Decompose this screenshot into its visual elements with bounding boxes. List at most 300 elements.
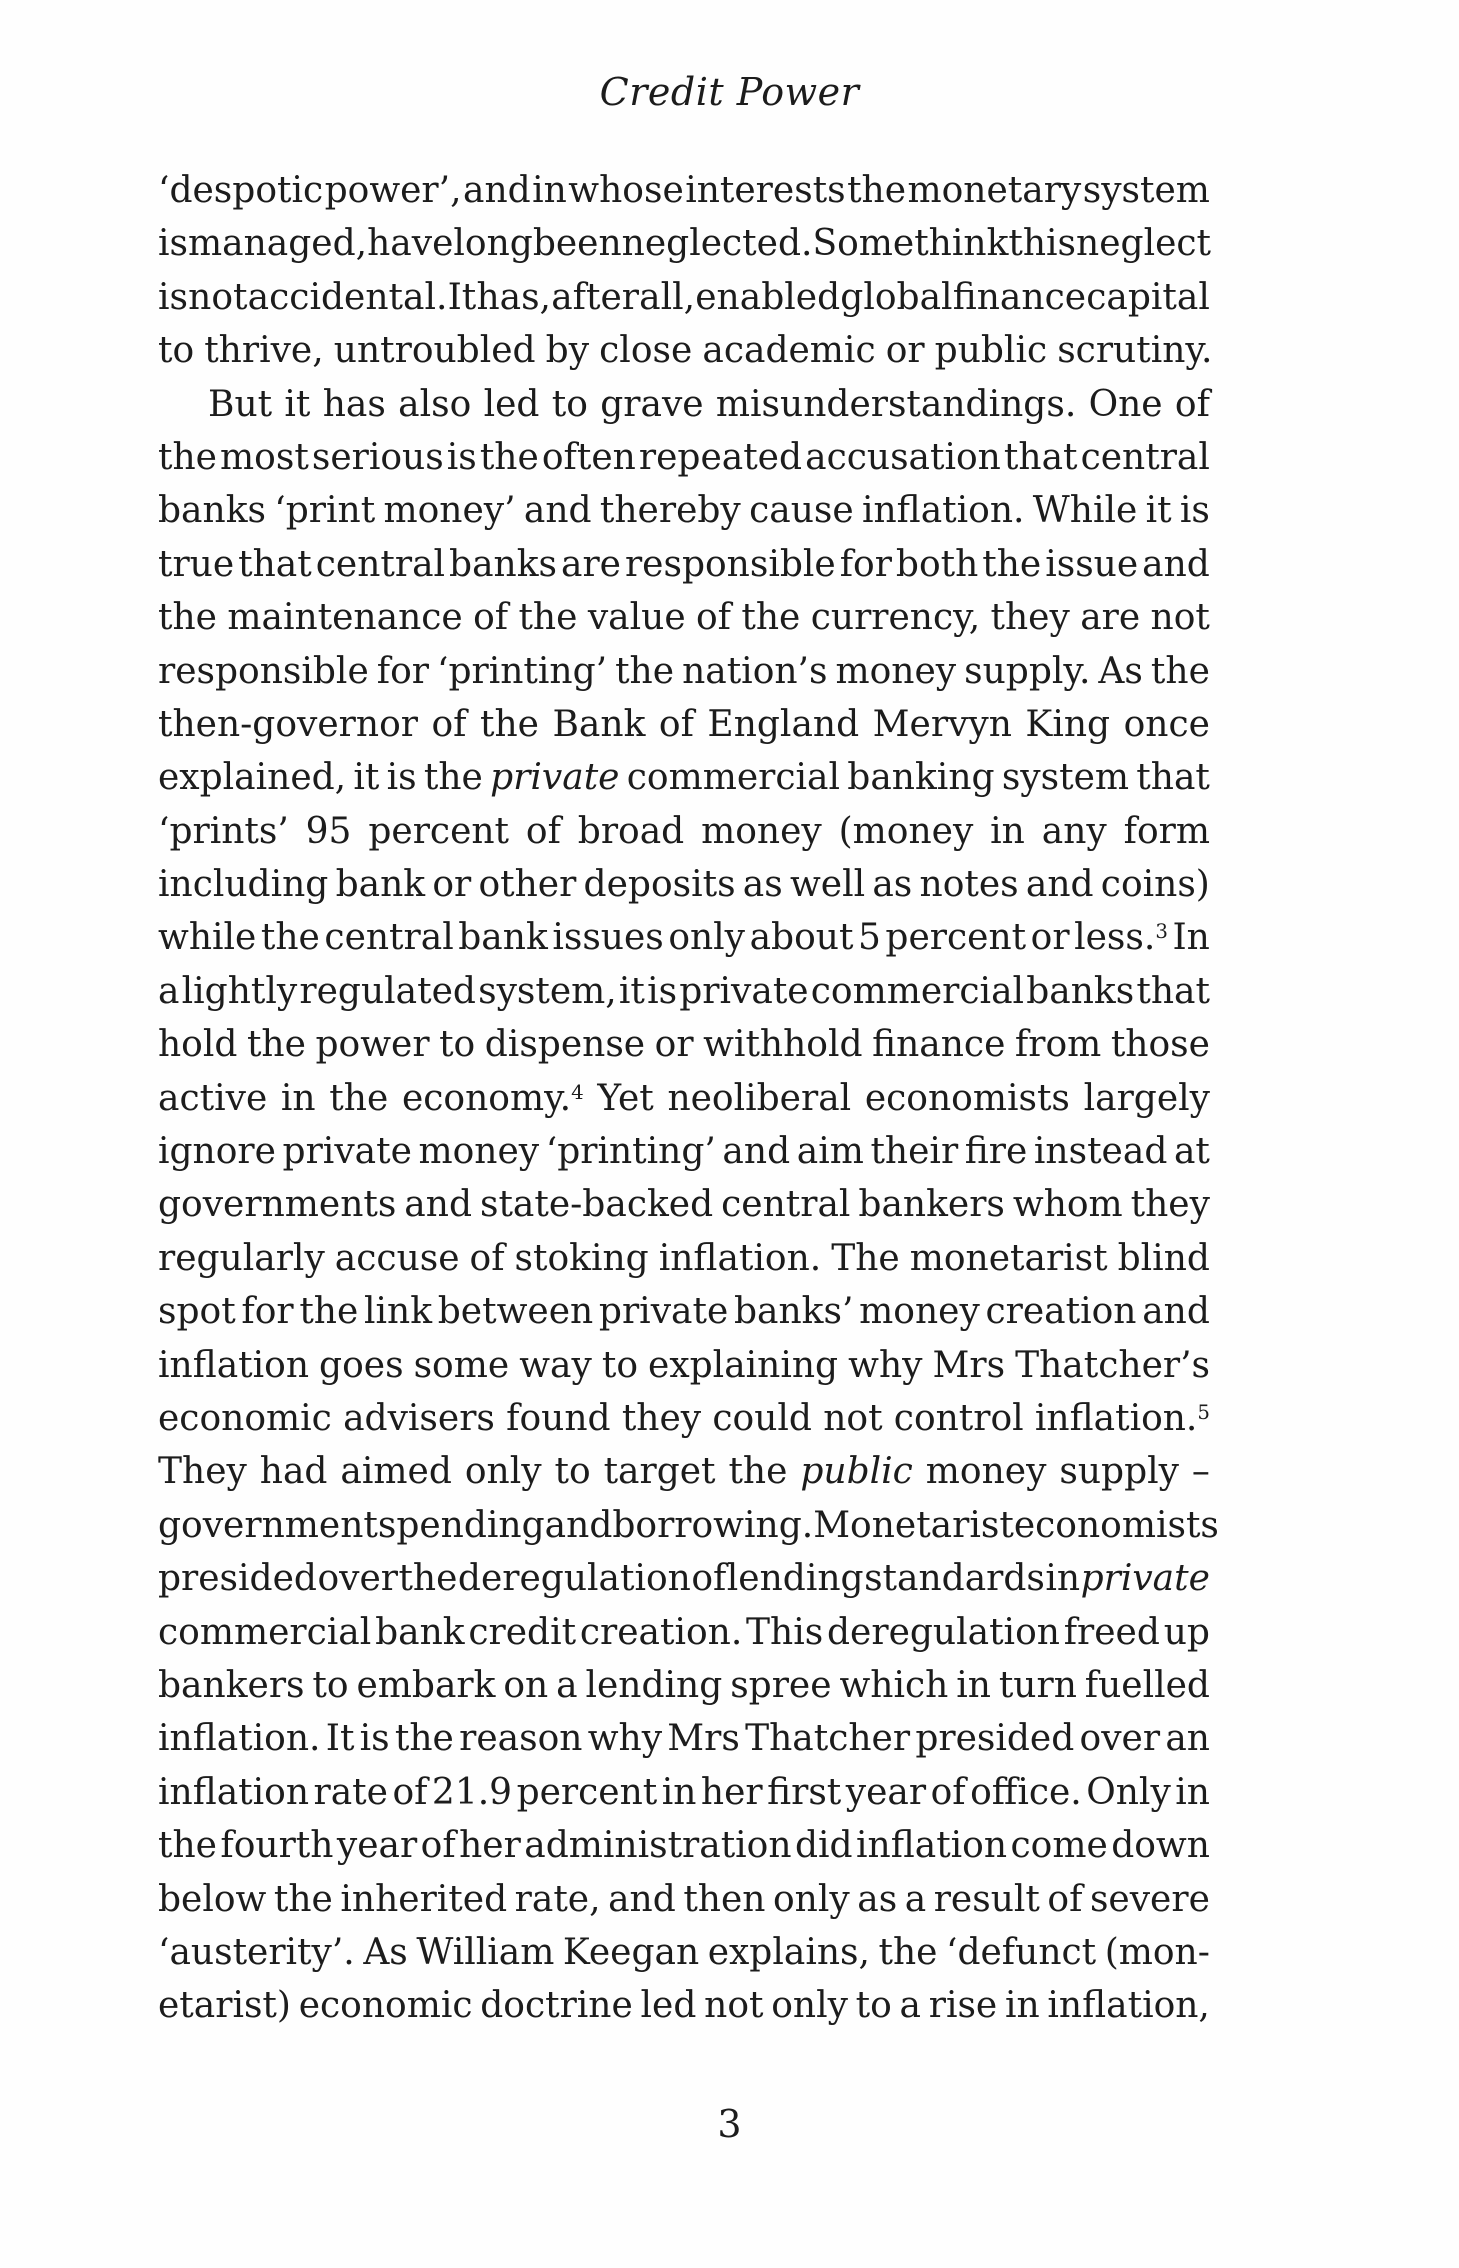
footnote-marker: 5 <box>1197 1401 1210 1425</box>
word: thrive, <box>204 330 324 372</box>
word: those <box>1110 1024 1210 1066</box>
word: issue <box>1045 543 1139 585</box>
word: As <box>363 1931 408 1973</box>
word: regulated <box>299 970 476 1012</box>
word: it <box>618 970 645 1012</box>
word: control <box>893 1397 1024 1439</box>
word: central <box>721 1184 851 1226</box>
word: economic <box>158 1397 332 1439</box>
word: fourth <box>220 1825 334 1867</box>
word: managed, <box>188 223 368 265</box>
word: ‘printing’ <box>545 1131 716 1173</box>
word: or <box>432 864 472 906</box>
text-line <box>158 858 1210 911</box>
text-line <box>158 217 1210 270</box>
word: both <box>895 543 979 585</box>
word: dispense <box>484 1024 646 1066</box>
word: not <box>823 1397 883 1439</box>
word: led <box>483 383 540 425</box>
word: serious <box>311 436 444 478</box>
word: and <box>523 490 592 532</box>
word: it <box>284 383 311 425</box>
word: they <box>1130 1184 1210 1226</box>
word: private <box>1080 1558 1210 1600</box>
word: year <box>845 1771 927 1813</box>
word: the <box>299 1291 359 1333</box>
word: for <box>839 543 892 585</box>
word: instead <box>1033 1131 1168 1173</box>
word: over <box>1079 1718 1161 1760</box>
word: monetary <box>907 170 1082 211</box>
word: economists <box>864 1077 1070 1119</box>
word: Mervyn <box>872 703 1012 745</box>
word: percent <box>368 810 510 852</box>
word: some <box>413 1344 510 1386</box>
word: embark <box>356 1664 496 1706</box>
word: inflation <box>158 1771 310 1813</box>
word: the <box>246 1024 306 1066</box>
word: in <box>661 1771 697 1813</box>
word: banks <box>1026 970 1135 1012</box>
word: – <box>1191 1451 1210 1493</box>
word: less.$^3$ <box>1074 917 1168 959</box>
word: in <box>990 810 1025 852</box>
word: then <box>683 1878 766 1920</box>
word: to <box>551 383 588 425</box>
word: that <box>1003 436 1078 478</box>
word: inflation.$^5$ <box>1034 1397 1210 1439</box>
word: Thatcher <box>745 1718 911 1760</box>
word: monetarist <box>909 1237 1108 1279</box>
word: most <box>220 436 309 478</box>
word: of <box>1047 1878 1083 1920</box>
text-line <box>158 1552 1210 1605</box>
word: Thatcher’s <box>1015 1344 1210 1386</box>
word: the <box>878 1931 938 1973</box>
word: not <box>1150 597 1210 639</box>
word: is <box>446 436 477 478</box>
word: explaining <box>648 1344 839 1386</box>
paragraph <box>158 164 1213 378</box>
word: explained, <box>158 757 347 799</box>
word: fuelled <box>1084 1664 1210 1706</box>
word: commercial <box>810 970 1025 1012</box>
word: or <box>654 1024 694 1066</box>
word: after <box>551 276 639 318</box>
word: bank <box>458 917 548 959</box>
word: misunderstandings. <box>715 383 1077 425</box>
text-line <box>158 1232 1210 1285</box>
word: private <box>490 757 620 799</box>
word: her <box>700 1771 763 1813</box>
word: a <box>158 970 180 1012</box>
word: stoking <box>514 1237 649 1279</box>
word: in <box>956 1664 991 1706</box>
word: inherited <box>340 1878 508 1920</box>
word: bankers <box>858 1184 1005 1226</box>
word: ‘despotic <box>158 170 324 211</box>
word: central <box>324 917 454 959</box>
word: in <box>532 170 567 211</box>
word: lending <box>726 1558 864 1600</box>
word: a <box>899 1985 921 2027</box>
paragraph <box>158 378 1219 2033</box>
word: capital <box>1086 276 1210 318</box>
word: King <box>1025 703 1111 745</box>
word: standards <box>864 1558 1045 1600</box>
word: the <box>260 917 320 959</box>
word: presided <box>915 1718 1075 1760</box>
word: inflation, <box>1047 1985 1210 2027</box>
text-line <box>158 1926 1210 1979</box>
word: and <box>1025 864 1094 906</box>
running-head: Credit Power <box>599 70 860 114</box>
word: once <box>1123 703 1210 745</box>
word: of <box>420 1825 456 1867</box>
word: that <box>1136 970 1210 1012</box>
text-line <box>158 1072 1210 1125</box>
word: But <box>208 383 273 425</box>
word: in <box>1004 1985 1040 2027</box>
word: as <box>742 864 783 906</box>
word: that <box>238 543 312 585</box>
word: as <box>857 1878 898 1920</box>
word: to <box>439 1024 476 1066</box>
word: at <box>1173 1131 1210 1173</box>
word: is <box>359 1718 390 1760</box>
word: percent <box>885 917 1027 959</box>
word: over <box>317 1558 398 1600</box>
text-line <box>158 1819 1210 1872</box>
text-line <box>158 1125 1210 1178</box>
word: whose <box>568 170 684 211</box>
word: government <box>158 1504 378 1546</box>
word: why <box>848 1344 923 1386</box>
word: public <box>934 330 1048 372</box>
word: accuse <box>334 1237 460 1279</box>
word: rate, <box>514 1878 601 1920</box>
word: or <box>1030 917 1070 959</box>
text-line <box>158 1178 1210 1231</box>
word: for <box>376 650 429 692</box>
word: thereby <box>599 490 741 532</box>
word: they <box>621 1397 702 1439</box>
word: been <box>532 223 622 265</box>
word: economists <box>1013 1504 1219 1546</box>
word: of <box>392 1771 428 1813</box>
word: system, <box>478 970 617 1012</box>
word: central <box>315 543 446 585</box>
word: or <box>885 330 925 372</box>
footnote-marker: 3 <box>1155 920 1168 944</box>
word: to <box>601 1344 638 1386</box>
word: interests <box>685 170 846 211</box>
word: percent <box>516 1771 658 1813</box>
word: often <box>541 436 636 478</box>
word: inflation <box>158 1344 310 1386</box>
text-line <box>158 805 1210 858</box>
word: could <box>712 1397 812 1439</box>
word: ignore <box>158 1131 276 1173</box>
text-line <box>158 1873 1210 1926</box>
word: accusation <box>805 436 1001 478</box>
word: whom <box>1012 1184 1123 1226</box>
word: of <box>658 703 694 745</box>
word: private <box>679 970 809 1012</box>
word: had <box>259 1451 328 1493</box>
word: money <box>835 650 957 692</box>
word: inflation. <box>658 1237 822 1279</box>
page-number: 3 <box>717 2102 742 2146</box>
word: aimed <box>340 1451 452 1493</box>
word: They <box>158 1451 247 1493</box>
word: central <box>1080 436 1210 478</box>
word: severe <box>1089 1878 1210 1920</box>
word: etarist) <box>158 1985 291 2027</box>
word: to <box>855 1985 892 2027</box>
text-line <box>158 645 1210 698</box>
word: below <box>158 1878 267 1920</box>
word: and <box>608 1878 676 1920</box>
word: withhold <box>703 1024 863 1066</box>
text-line <box>158 378 1210 431</box>
word: the <box>1150 650 1210 692</box>
word: her <box>459 1825 521 1867</box>
word: ‘austerity’. <box>158 1931 355 1973</box>
word: commercial <box>626 757 841 799</box>
word: ‘prints’ <box>158 810 289 852</box>
word: neglect <box>1076 223 1212 265</box>
word: finance <box>952 276 1087 318</box>
word: borrowing. <box>612 1504 814 1546</box>
word: (money <box>838 810 974 852</box>
word: is <box>1179 490 1210 532</box>
word: One <box>1088 383 1163 425</box>
word: credit <box>468 1611 577 1653</box>
word: for <box>241 1291 294 1333</box>
word: by <box>545 330 590 372</box>
word: the <box>273 1878 333 1920</box>
word: is <box>158 223 188 265</box>
word: office. <box>970 1771 1082 1813</box>
word: money <box>418 1131 540 1173</box>
word: the <box>982 543 1042 585</box>
word: In <box>1172 917 1210 959</box>
word: notes <box>919 864 1019 906</box>
word: 21.9 <box>431 1771 513 1813</box>
word: the <box>394 1718 454 1760</box>
word: the <box>728 1451 788 1493</box>
text-line <box>158 538 1210 591</box>
word: to <box>158 330 195 372</box>
word: the <box>158 436 217 478</box>
word: bank <box>335 864 426 906</box>
word: deregulation <box>827 1611 1060 1653</box>
word: rate <box>313 1771 388 1813</box>
word: down <box>1111 1825 1210 1867</box>
word: the <box>518 597 578 639</box>
word: spot <box>158 1291 236 1333</box>
word: link <box>364 1291 433 1333</box>
word: turn <box>998 1664 1077 1706</box>
word: their <box>870 1131 959 1173</box>
word: goes <box>319 1344 404 1386</box>
word: ‘printing’ <box>437 650 608 692</box>
word: led <box>640 1985 697 2027</box>
word: up <box>1163 1611 1210 1653</box>
word: cause <box>749 490 854 532</box>
word: Monetarist <box>813 1504 1014 1546</box>
word: the <box>423 757 483 799</box>
word: in <box>280 1077 316 1119</box>
word: private <box>282 1131 412 1173</box>
word: the <box>398 1558 458 1600</box>
word: and <box>544 1504 613 1546</box>
word: and <box>1142 1291 1210 1333</box>
word: maintenance <box>227 597 463 639</box>
word: bankers <box>158 1664 305 1706</box>
word: deposits <box>583 864 736 906</box>
word: of <box>473 597 509 639</box>
word: inflation. <box>861 490 1025 532</box>
text-line <box>158 1499 1219 1552</box>
word: 5 <box>857 917 881 959</box>
word: As <box>1098 650 1143 692</box>
text-line <box>158 1606 1210 1659</box>
word: only <box>771 1985 848 2027</box>
word: finance <box>872 1024 1006 1066</box>
word: a <box>904 1878 927 1920</box>
text-line <box>158 1445 1210 1498</box>
word: well <box>789 864 866 906</box>
word: the <box>479 703 539 745</box>
word: value <box>587 597 686 639</box>
word: deregulation <box>457 1558 691 1600</box>
word: has, <box>476 276 552 318</box>
word: and <box>462 170 531 211</box>
word: supply. <box>964 650 1091 692</box>
word: spree <box>730 1664 832 1706</box>
word: neglected. <box>621 223 813 265</box>
word: of <box>431 703 467 745</box>
word: banks’ <box>733 1291 854 1333</box>
word: accidental. <box>247 276 448 318</box>
word: form <box>1123 810 1210 852</box>
word: It <box>325 1718 355 1760</box>
word: global <box>840 276 953 318</box>
word: creation <box>985 1291 1137 1333</box>
word: they <box>990 597 1070 639</box>
word: spending <box>377 1504 545 1546</box>
body-text <box>158 164 1219 2033</box>
word: inflation <box>856 1825 1008 1867</box>
word: regularly <box>158 1237 325 1279</box>
text-line <box>158 698 1210 751</box>
word: Yet <box>597 1077 654 1119</box>
word: on <box>503 1664 549 1706</box>
word: broad <box>577 810 685 852</box>
word: think <box>914 223 1009 265</box>
word: This <box>746 1611 824 1653</box>
word: repeated <box>638 436 803 478</box>
word: in <box>1045 1558 1081 1600</box>
word: public <box>800 1451 913 1493</box>
word: the <box>158 597 217 639</box>
word: a <box>556 1664 578 1706</box>
text-line <box>158 965 1210 1018</box>
word: banks <box>158 490 266 532</box>
word: while <box>158 917 257 959</box>
word: rise <box>928 1985 998 2027</box>
word: is <box>386 757 417 799</box>
word: not <box>188 276 248 318</box>
text-line <box>158 1979 1210 2032</box>
word: are <box>1080 597 1141 639</box>
word: only <box>773 1878 850 1920</box>
word: to <box>312 1664 349 1706</box>
word: Some <box>812 223 915 265</box>
word: the <box>847 170 907 211</box>
word: The <box>831 1237 900 1279</box>
word: ‘print <box>274 490 376 532</box>
word: commercial <box>158 1611 372 1653</box>
text-line <box>158 1712 1210 1765</box>
word: this <box>1008 223 1077 265</box>
word: doctrine <box>480 1985 633 2027</box>
word: not <box>704 1985 764 2027</box>
text-line <box>158 1392 1210 1445</box>
word: (mon- <box>1104 1931 1210 1973</box>
word: long <box>453 223 533 265</box>
word: grave <box>600 383 704 425</box>
word: issues <box>552 917 664 959</box>
text-line <box>158 911 1210 964</box>
word: academic <box>702 330 876 372</box>
text-line <box>158 1285 1210 1338</box>
word: creation. <box>579 1611 743 1653</box>
word: in <box>1175 1771 1210 1813</box>
word: It <box>447 276 477 318</box>
text-line <box>158 1659 1210 1712</box>
word: state-backed <box>479 1184 714 1226</box>
word: aim <box>796 1131 864 1173</box>
word: power’, <box>324 170 462 211</box>
word: neoliberal <box>667 1077 852 1119</box>
word: of <box>696 597 731 639</box>
word: of <box>930 1771 966 1813</box>
word: economy.$^4$ <box>401 1077 584 1119</box>
word: other <box>478 864 577 906</box>
word: why <box>587 1718 663 1760</box>
word: money’ <box>383 490 516 532</box>
word: inflation. <box>158 1718 321 1760</box>
word: the <box>741 597 801 639</box>
word: England <box>707 703 860 745</box>
text-line <box>158 324 1213 377</box>
word: nation’s <box>682 650 828 692</box>
word: have <box>367 223 454 265</box>
word: any <box>1041 810 1107 852</box>
word: fire <box>964 1131 1028 1173</box>
word: advisers <box>343 1397 495 1439</box>
word: lightly <box>181 970 298 1012</box>
word: William <box>416 1931 555 1973</box>
text-line <box>158 431 1210 484</box>
word: only <box>668 917 746 959</box>
word: an <box>1165 1718 1210 1760</box>
word: true <box>158 543 235 585</box>
footnote-marker: 4 <box>571 1080 584 1104</box>
